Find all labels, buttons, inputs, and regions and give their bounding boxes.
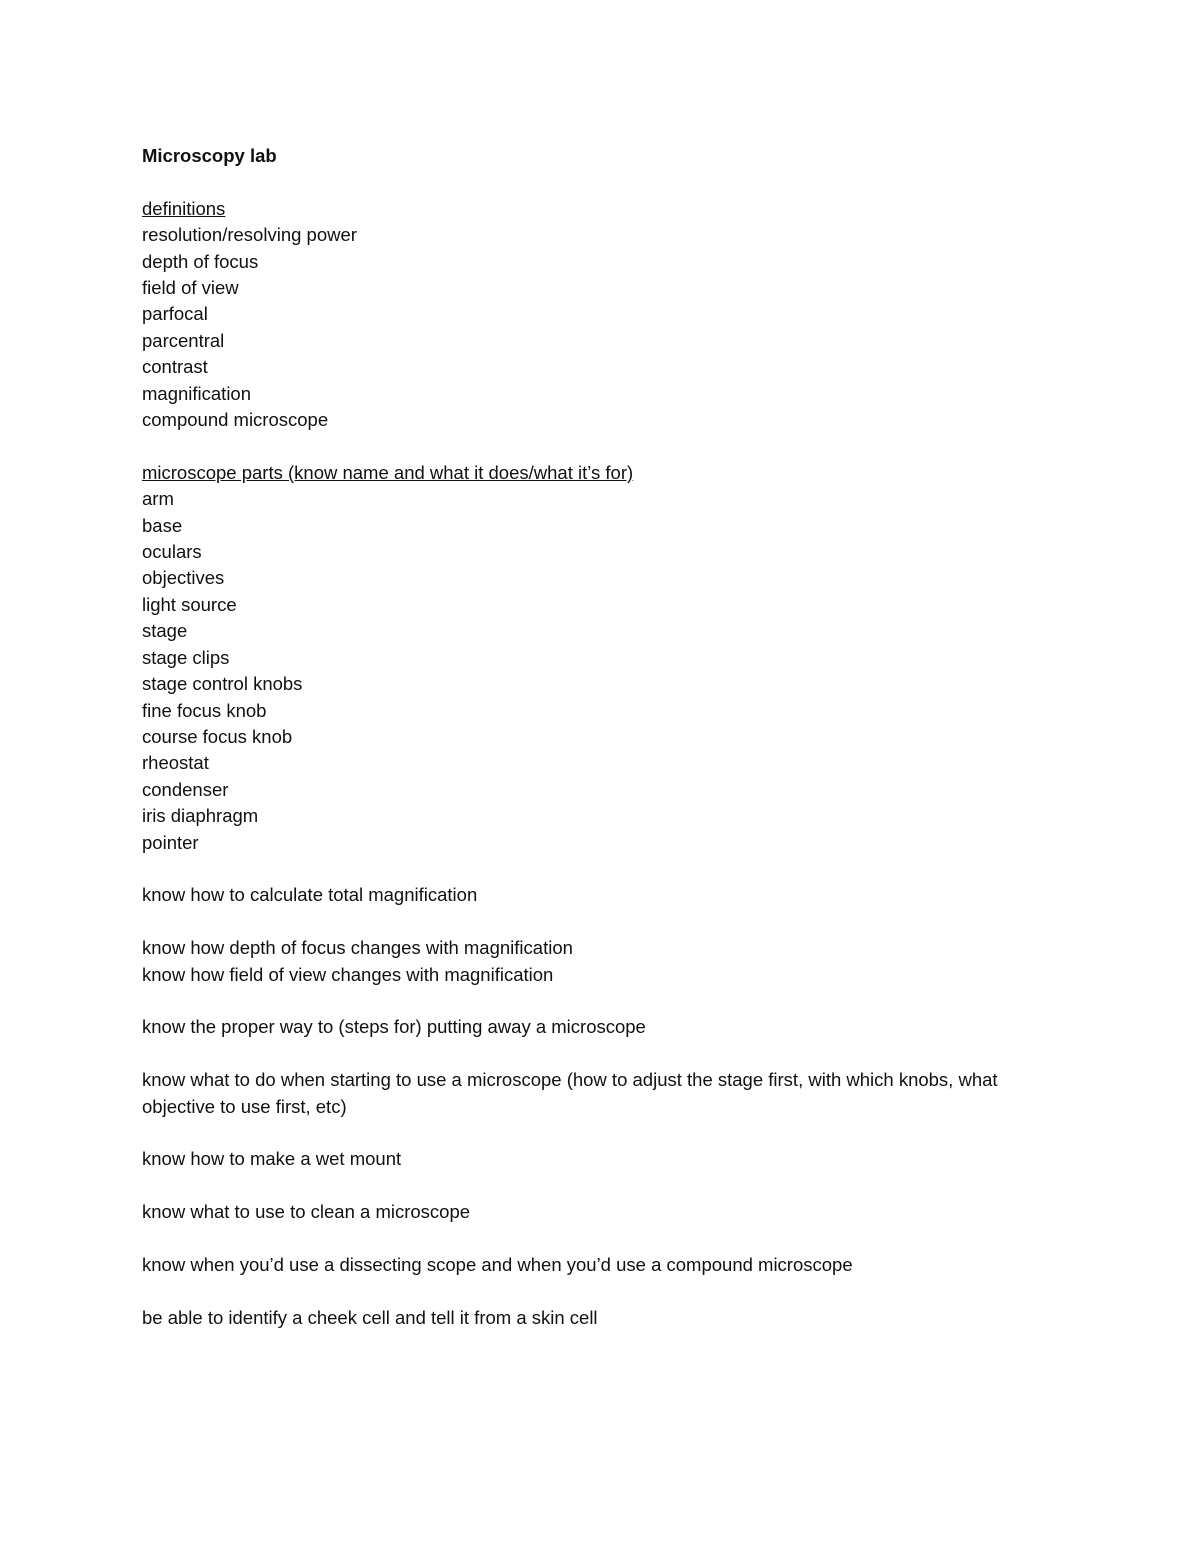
- task-clean: know what to use to clean a microscope: [142, 1201, 471, 1223]
- task-dissecting: know when you’d use a dissecting scope and when you’d use a compound microscope: [142, 1253, 853, 1275]
- part-item: stage clips: [142, 646, 230, 668]
- definition-item: resolution/resolving power: [142, 224, 357, 246]
- definition-item: magnification: [142, 382, 252, 404]
- part-item: light source: [142, 593, 237, 615]
- spacer: [142, 169, 1102, 195]
- definitions-heading: definitions: [142, 197, 226, 219]
- spacer: [142, 1226, 1102, 1252]
- part-item: iris diaphragm: [142, 805, 259, 827]
- spacer: [142, 1173, 1102, 1199]
- task-wet-mount: know how to make a wet mount: [142, 1148, 402, 1170]
- spacer: [142, 1041, 1102, 1067]
- task-field-of-view: know how field of view changes with magnification: [142, 963, 554, 985]
- document-title: Microscopy lab: [142, 145, 277, 166]
- task-putting-away: know the proper way to (steps for) putting away a microscope: [142, 1016, 646, 1038]
- spacer: [142, 1278, 1102, 1304]
- spacer: [142, 1120, 1102, 1146]
- part-item: pointer: [142, 831, 199, 853]
- definition-item: field of view: [142, 277, 239, 299]
- part-item: rheostat: [142, 752, 209, 774]
- part-item: stage: [142, 620, 188, 642]
- part-item: fine focus knob: [142, 699, 267, 721]
- task-cheek-cell: be able to identify a cheek cell and tell it from a skin cell: [142, 1306, 598, 1328]
- definition-item: parcentral: [142, 329, 225, 351]
- spacer: [142, 433, 1102, 459]
- part-item: oculars: [142, 541, 202, 563]
- part-item: course focus knob: [142, 725, 293, 747]
- definition-item: parfocal: [142, 303, 208, 325]
- definition-item: compound microscope: [142, 409, 329, 431]
- parts-heading: microscope parts (know name and what it does/what it’s for): [142, 461, 634, 483]
- part-item: stage control knobs: [142, 673, 303, 695]
- task-total-magnification: know how to calculate total magnification: [142, 884, 478, 906]
- definitions-list: [142, 222, 1102, 433]
- spacer: [142, 856, 1102, 882]
- part-item: condenser: [142, 778, 229, 800]
- spacer: [142, 909, 1102, 935]
- part-item: base: [142, 514, 183, 536]
- part-item: arm: [142, 488, 174, 510]
- part-item: objectives: [142, 567, 225, 589]
- definition-item: contrast: [142, 356, 208, 378]
- parts-list: [142, 486, 1102, 856]
- spacer: [142, 988, 1102, 1014]
- definition-item: depth of focus: [142, 250, 259, 272]
- task-depth-of-focus: know how depth of focus changes with magnification: [142, 937, 573, 959]
- task-starting: know what to do when starting to use a microscope (how to adjust the stage first, with which knobs, what objective to use first, etc): [142, 1069, 998, 1117]
- document-page: [142, 143, 1102, 1331]
